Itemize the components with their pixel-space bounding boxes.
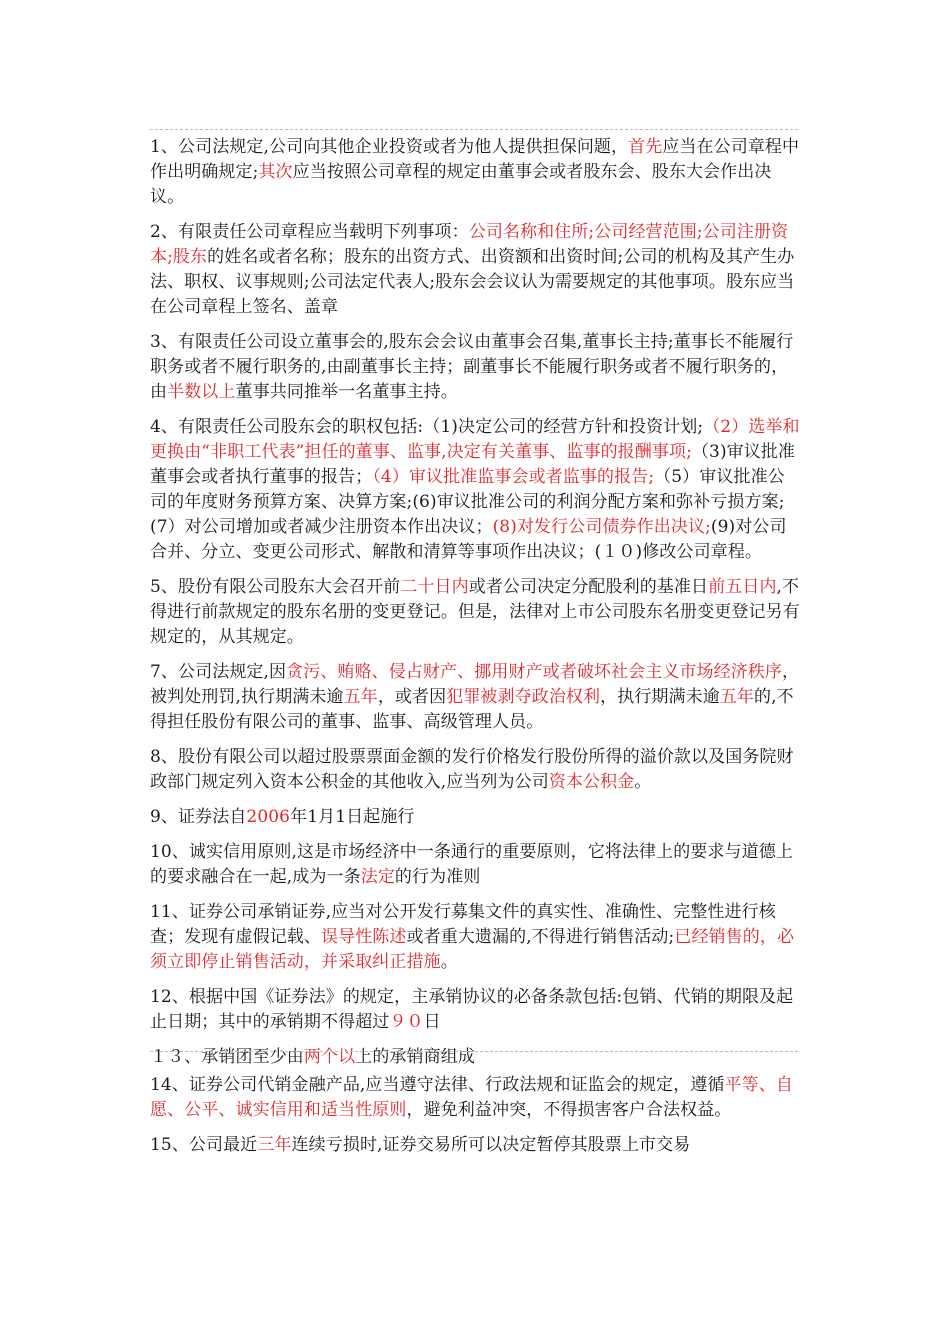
highlighted-text: 资本公积金 [548, 772, 635, 792]
paragraph-text: 1、公司法规定,公司向其他企业投资或者为他人提供担保问题， [150, 137, 629, 157]
paragraph-13 [150, 1045, 800, 1070]
highlighted-text: 犯罪被剥夺政治权利 [446, 687, 601, 707]
paragraph-text: （5）审议批准公司的年度财务预算方案、决算方案;(6)审议批准公司的利润分配方案和弥补亏损方案;(7）对公司增加或者减少注册资本作出决议； [150, 467, 785, 537]
paragraph-9 [150, 805, 800, 830]
highlighted-text: 平等、自愿、公平、诚实信用和适当性原则 [150, 1075, 793, 1120]
paragraph-text: 12、根据中国《证券法》的规定，主承销协议的必备条款包括:包销、代销的期限及起止日期；其中的承销期不得超过 [150, 987, 794, 1032]
paragraph-14 [150, 1073, 800, 1123]
page-divider-top [150, 129, 798, 130]
paragraph-text: 3、有限责任公司设立董事会的,股东会会议由董事会召集,董事长主持;董事长不能履行职务或者不履行职务的,由副董事长主持；副董事长不能履行职务或者不履行职务的，由 [150, 332, 794, 402]
highlighted-text: 已经销售的，必须立即停止销售活动，并采取纠正措施 [150, 927, 795, 972]
highlighted-text: 两个以 [303, 1047, 356, 1067]
paragraph-text: ，或者因 [377, 687, 447, 707]
paragraph-text: 。 [634, 772, 652, 792]
highlighted-text: 二十日内 [400, 577, 469, 597]
paragraph-text: 的姓名或者名称；股东的出资方式、出资额和出资时间;公司的机构及其产生办法、职权、议事规则;公司法定代表人;股东会会议认为需要规定的其他事项。股东应当在公司章程上签名、盖章 [150, 247, 795, 317]
document-section-2 [150, 1073, 800, 1168]
highlighted-text: 前五日内 [708, 577, 777, 597]
highlighted-text: 误导性陈述 [321, 927, 407, 947]
page-divider-middle [150, 1051, 798, 1052]
paragraph-text: （3)审议批准董事会或者执行董事的报告； [150, 442, 796, 487]
paragraph-text: 应当按照公司章程的规定由董事会或者股东会、股东大会作出决议。 [150, 162, 772, 207]
highlighted-text: （4）审议批准监事会或者监事的报告; [372, 467, 655, 487]
paragraph-1 [150, 135, 800, 210]
paragraph-text: 4、有限责任公司股东会的职权包括:（1)决定公司的经营方针和投资计划; [150, 417, 704, 437]
paragraph-11 [150, 900, 800, 975]
document-section-1 [150, 135, 800, 1080]
paragraph-10 [150, 840, 800, 890]
highlighted-text: 五年 [719, 687, 755, 707]
paragraph-12 [150, 985, 800, 1035]
highlighted-text: 三年 [257, 1135, 292, 1155]
paragraph-text: ，执行期满未逾 [600, 687, 720, 707]
paragraph-4 [150, 415, 800, 565]
paragraph-text: 8、股份有限公司以超过股票票面金额的发行价格发行股份所得的溢价款以及国务院财政部门规定列入资本公积金的其他收入,应当列为公司 [150, 747, 794, 792]
paragraph-text: ，避免利益冲突，不得损害客户合法权益。 [406, 1100, 732, 1120]
paragraph-text: 。 [440, 952, 458, 972]
paragraph-text: 连续亏损时,证券交易所可以决定暂停其股票上市交易 [291, 1135, 691, 1155]
paragraph-text: 9、证券法自 [150, 807, 247, 827]
paragraph-2 [150, 220, 800, 320]
highlighted-text: 半数以上 [167, 382, 236, 402]
paragraph-text: 15、公司最近 [150, 1135, 258, 1155]
paragraph-text: 5、股份有限公司股东大会召开前 [150, 577, 401, 597]
paragraph-text: 14、证券公司代销金融产品,应当遵守法律、行政法规和证监会的规定，遵循 [150, 1075, 725, 1095]
paragraph-text: (9)对公司合并、分立、变更公司形式、解散和清算等事项作出决议；(１０)修改公司章程。 [150, 517, 787, 562]
highlighted-text: 2006 [246, 807, 291, 827]
paragraph-text: 或者重大遗漏的,不得进行销售活动; [406, 927, 675, 947]
highlighted-text: 其次 [258, 162, 293, 182]
highlighted-text: 公司名称和住所;公司经营范围;公司注册资本;股东 [150, 222, 789, 267]
highlighted-text: 法定 [360, 867, 395, 887]
paragraph-text: 2、有限责任公司章程应当载明下列事项： [150, 222, 469, 242]
paragraph-text: 7、公司法规定,因 [150, 662, 287, 682]
paragraph-text: 的行为准则 [394, 867, 481, 887]
paragraph-8 [150, 745, 800, 795]
paragraph-text: ,不得进行前款规定的股东名册的变更登记。但是，法律对上市公司股东名册变更登记另有规定的，从其规定。 [150, 577, 800, 647]
paragraph-text: 应当在公司章程中作出明确规定; [150, 137, 800, 182]
paragraph-text: 的,不得担任股份有限公司的董事、监事、高级管理人员。 [150, 687, 794, 732]
paragraph-text: 或者公司决定分配股利的基准日 [468, 577, 709, 597]
paragraph-text: １３、承销团至少由 [150, 1047, 304, 1067]
highlighted-text: （2）选举和更换由“非职工代表”担任的董事、监事,决定有关董事、监事的报酬事项; [150, 417, 800, 462]
highlighted-text: 贪污、贿赂、侵占财产、挪用财产或者破坏社会主义市场经济秩序 [286, 662, 783, 682]
highlighted-text: (8)对发行公司债券作出决议; [492, 517, 711, 537]
paragraph-text: 10、诚实信用原则,这是市场经济中一条通行的重要原则，它将法律上的要求与道德上的要求融合在一起,成为一条 [150, 842, 793, 887]
highlighted-text: 五年 [343, 687, 378, 707]
paragraph-text: 年1月1日起施行 [290, 807, 415, 827]
paragraph-5 [150, 575, 800, 650]
paragraph-text: 董事共同推举一名董事主持。 [235, 382, 458, 402]
paragraph-text: 11、证券公司承销证券,应当对公开发行募集文件的真实性、准确性、完整性进行核查；发现有虚假记载、 [150, 902, 776, 947]
paragraph-text: 上的承销商组成 [355, 1047, 475, 1067]
paragraph-7 [150, 660, 800, 735]
paragraph-text: 日 [423, 1012, 441, 1032]
highlighted-text: 首先 [628, 137, 663, 157]
paragraph-15 [150, 1133, 800, 1158]
highlighted-text: ９０ [389, 1012, 424, 1032]
paragraph-text: ，被判处刑罚,执行期满未逾 [150, 662, 800, 707]
paragraph-3 [150, 330, 800, 405]
